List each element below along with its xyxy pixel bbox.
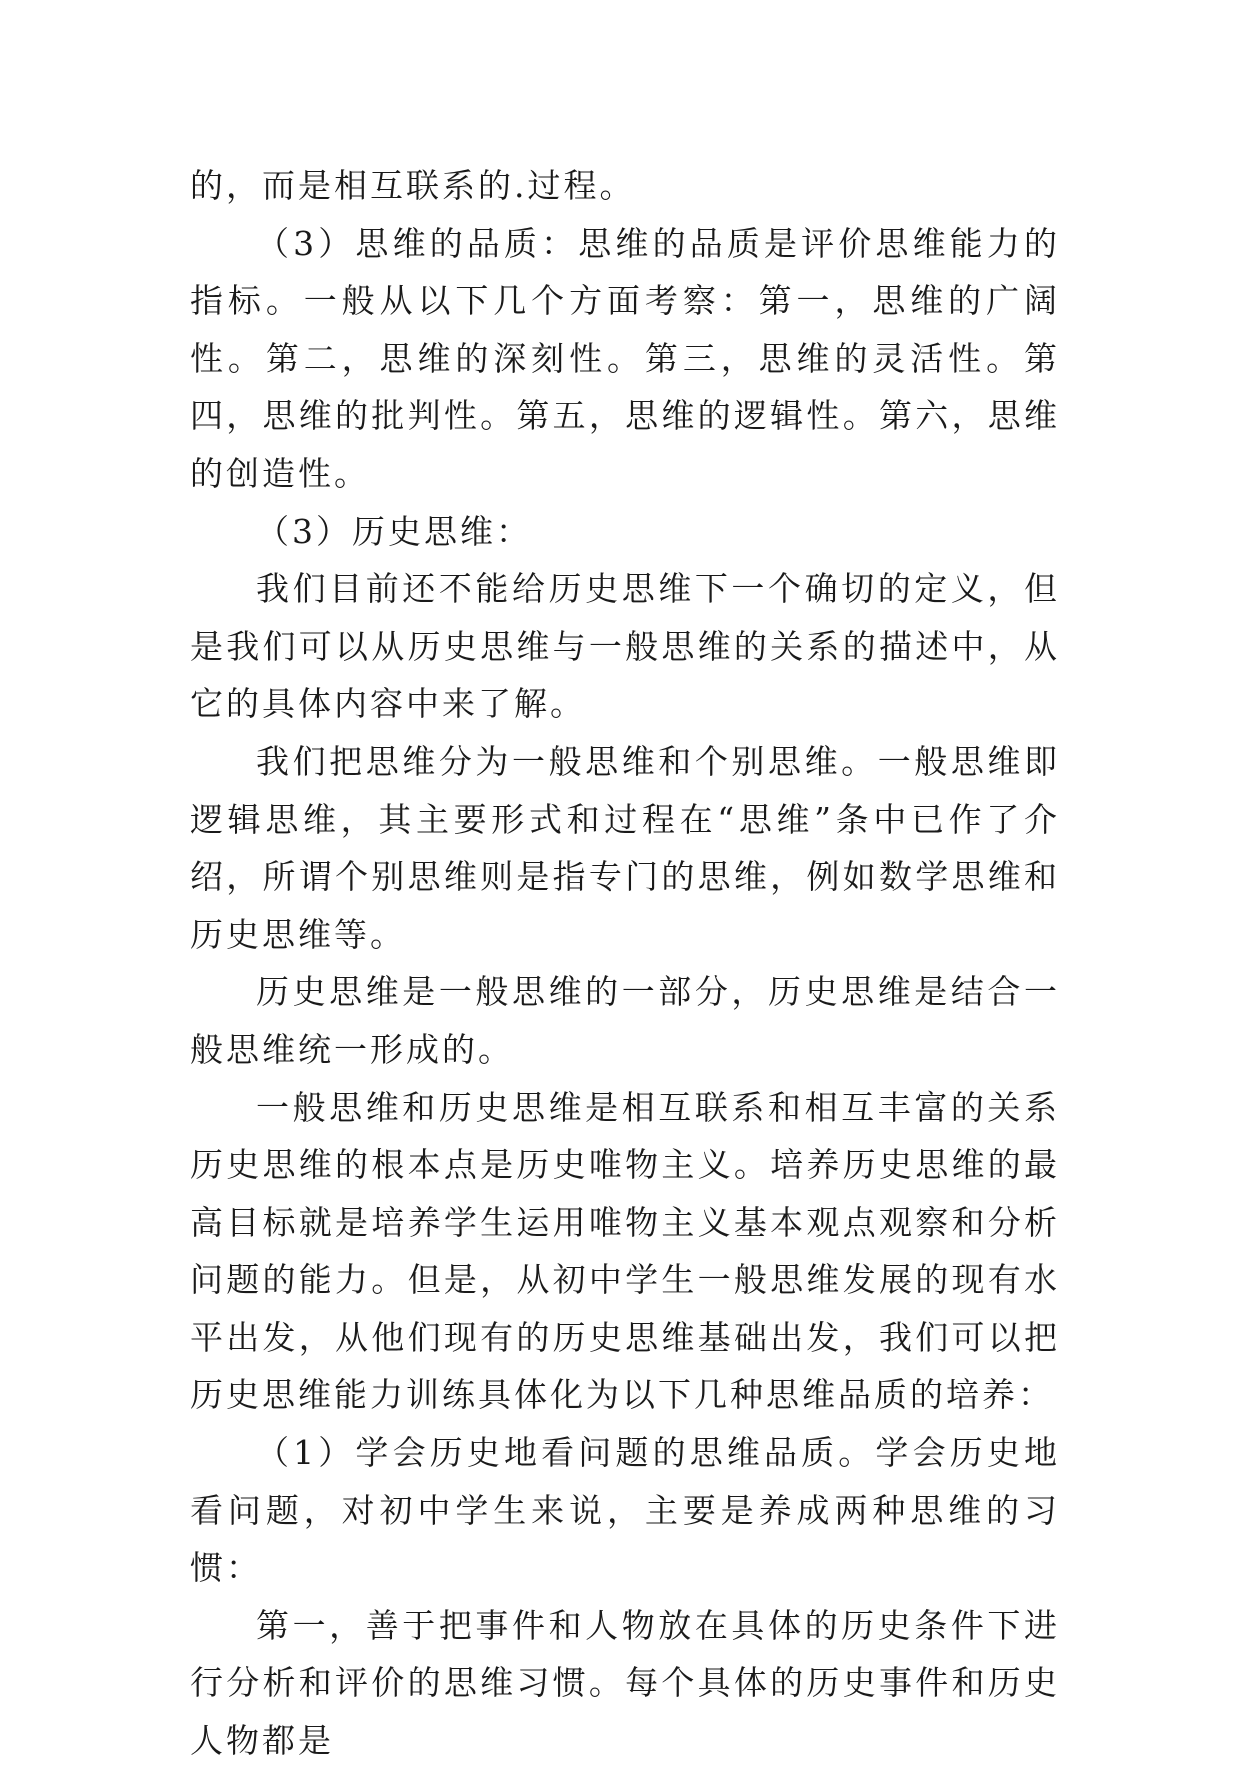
paragraph-relationship: 一般思维和历史思维是相互联系和相互丰富的关系历史思维的根本点是历史唯物主义。培养历史思维的最高目标就是培养学生运用唯物主义基本观点观察和分析问题的能力。但是，从初中学生一般思维发展的现有水平出发，从他们现有的历史思维基础出发，我们可以把历史思维能力训练具体化为以下几种思维品质的培养： — [190, 1087, 1060, 1415]
paragraph-part-of-general: 历史思维是一般思维的一部分，历史思维是结合一般思维统一形成的。 — [190, 972, 1060, 1069]
paragraph-general-vs-specific: 我们把思维分为一般思维和个别思维。一般思维即逻辑思维，其主要形式和过程在“思维”条中已作了介绍，所谓个别思维则是指专门的思维，例如数学思维和历史思维等。 — [190, 741, 1060, 954]
paragraph-quality-one: （1）学会历史地看问题的思维品质。学会历史地看问题，对初中学生来说，主要是养成两种思维的习惯： — [190, 1433, 1060, 1588]
paragraph-definition: 我们目前还不能给历史思维下一个确切的定义，但是我们可以从历史思维与一般思维的关系的描述中，从它的具体内容中来了解。 — [190, 569, 1060, 724]
paragraph-continuation: 的，而是相互联系的.过程。 — [190, 166, 636, 205]
body-text — [190, 157, 1060, 1770]
paragraph-habit-one: 第一，善于把事件和人物放在具体的历史条件下进行分析和评价的思维习惯。每个具体的历史事件和历史人物都是 — [190, 1605, 1060, 1761]
paragraph-thinking-quality: （3）思维的品质：思维的品质是评价思维能力的指标。一般从以下几个方面考察：第一，思维的广阔性。第二，思维的深刻性。第三，思维的灵活性。第四，思维的批判性。第五，思维的逻辑性。第六，思维的创造性。 — [190, 223, 1060, 493]
section-heading-historical-thinking: （3）历史思维： — [256, 511, 532, 551]
